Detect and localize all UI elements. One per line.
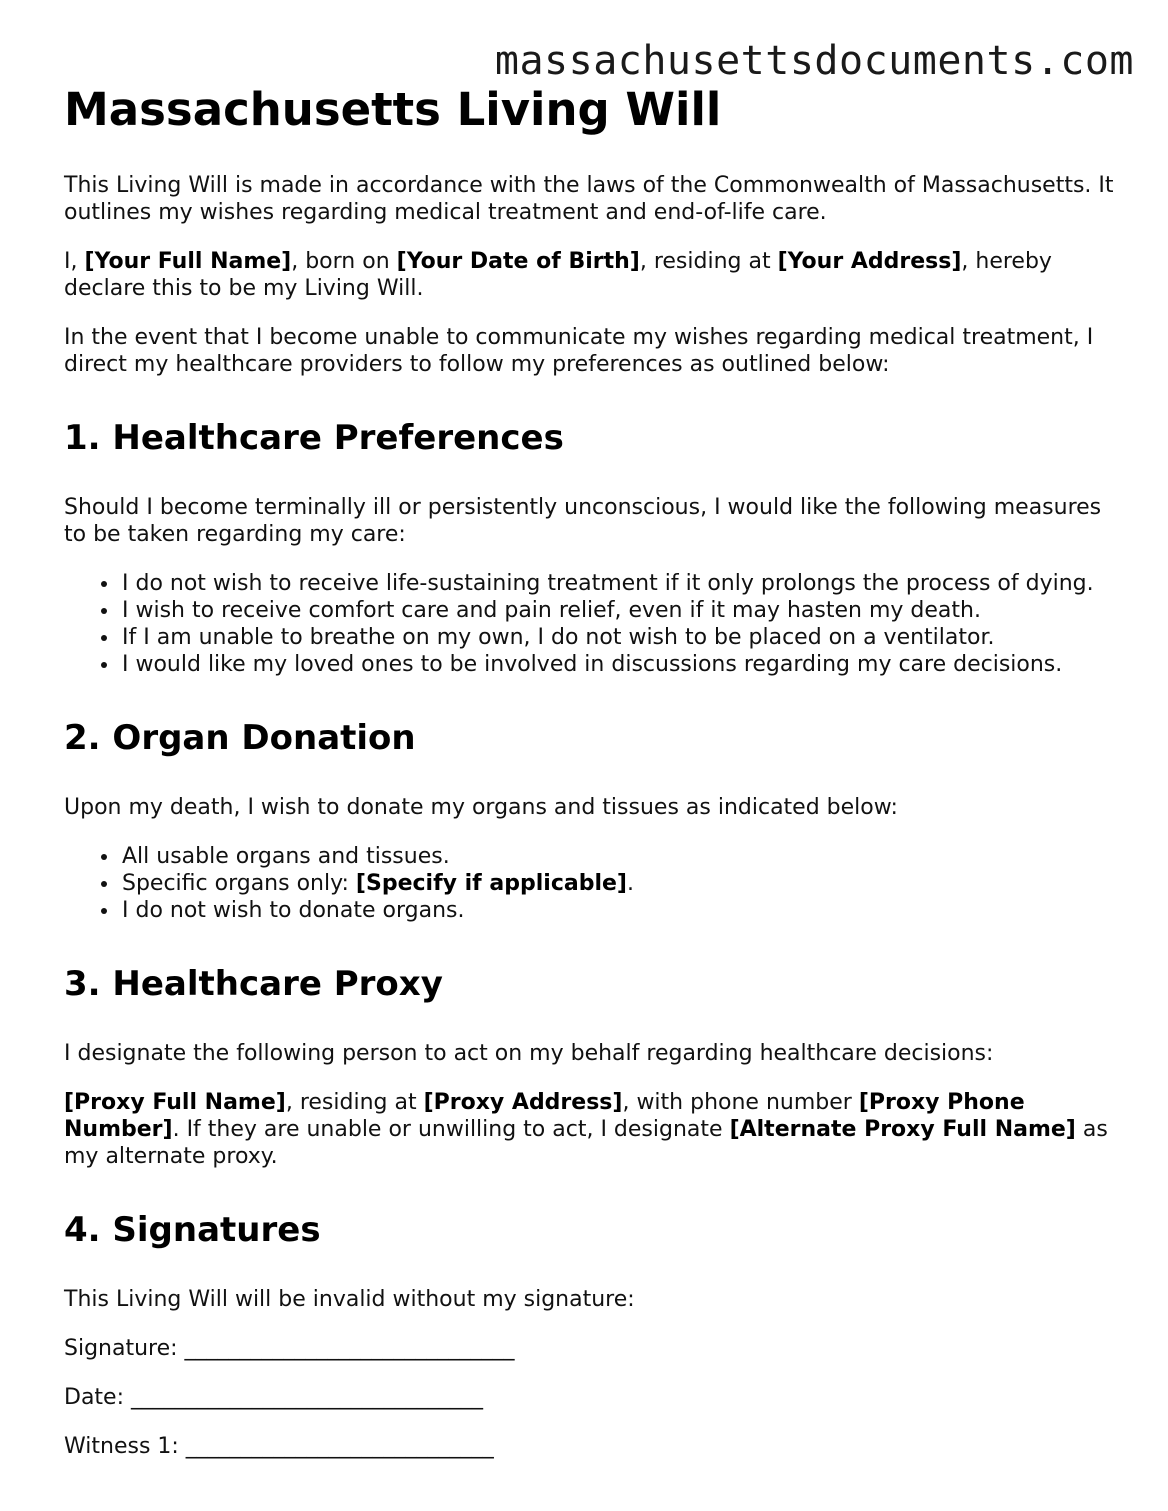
healthcare-proxy-intro: I designate the following person to act on my behalf regarding healthcare decisions: <box>64 1041 994 1066</box>
proxy-address-placeholder: [Proxy Address] <box>423 1090 623 1115</box>
intro-paragraph: This Living Will is made in accordance with the laws of the Commonwealth of Massachusetts. It outlines my wishes regarding medical treatment and end-of-life care. <box>64 173 1114 225</box>
proxy-phone-placeholder: [Proxy Phone Number] <box>64 1090 1025 1142</box>
page-title: Massachusetts Living Will <box>64 83 722 136</box>
event-paragraph: In the event that I become unable to communicate my wishes regarding medical treatment, I direct my healthcare providers to follow my preferences as outlined below: <box>64 325 1094 377</box>
date-line[interactable]: Date: ________________________________ <box>64 1385 483 1410</box>
section-heading-healthcare-proxy: 3. Healthcare Proxy <box>64 964 443 1004</box>
list-item: I do not wish to receive life-sustaining treatment if it only prolongs the process of dying. <box>122 570 1114 597</box>
section-heading-organ-donation: 2. Organ Donation <box>64 718 416 758</box>
list-item: I do not wish to donate organs. <box>122 897 1114 924</box>
list-item: If I am unable to breathe on my own, I do not wish to be placed on a ventilator. <box>122 624 1114 651</box>
organ-donation-list <box>64 843 1114 924</box>
witness-1-line[interactable]: Witness 1: ____________________________ <box>64 1434 494 1459</box>
list-item: Specific organs only: [Specify if applicable]. <box>122 870 1114 897</box>
list-item: All usable organs and tissues. <box>122 843 1114 870</box>
section-heading-healthcare-preferences: 1. Healthcare Preferences <box>64 418 564 458</box>
section-heading-signatures: 4. Signatures <box>64 1210 321 1250</box>
full-name-placeholder: [Your Full Name] <box>84 249 292 274</box>
organ-donation-intro: Upon my death, I wish to donate my organs and tissues as indicated below: <box>64 795 898 820</box>
declaration-paragraph: I, [Your Full Name], born on [Your Date of Birth], residing at [Your Address], hereby declare this to be my Living Will. <box>64 249 1052 301</box>
watermark: massachusettsdocuments.com <box>494 38 1134 84</box>
healthcare-preferences-list <box>64 570 1114 678</box>
signature-line[interactable]: Signature: ______________________________ <box>64 1336 515 1361</box>
alternate-proxy-placeholder: [Alternate Proxy Full Name] <box>729 1117 1076 1142</box>
list-item: I wish to receive comfort care and pain relief, even if it may hasten my death. <box>122 597 1114 624</box>
date-of-birth-placeholder: [Your Date of Birth] <box>396 249 640 274</box>
document-page <box>64 82 1114 1482</box>
address-placeholder: [Your Address] <box>777 249 962 274</box>
specify-organs-placeholder: [Specify if applicable] <box>355 871 627 896</box>
proxy-name-placeholder: [Proxy Full Name] <box>64 1090 286 1115</box>
healthcare-preferences-intro: Should I become terminally ill or persistently unconscious, I would like the following measures to be taken regarding my care: <box>64 495 1102 547</box>
list-item: I would like my loved ones to be involved in discussions regarding my care decisions. <box>122 651 1114 678</box>
signatures-intro: This Living Will will be invalid without my signature: <box>64 1287 635 1312</box>
proxy-details-paragraph: [Proxy Full Name], residing at [Proxy Address], with phone number [Proxy Phone Number]. If they are unable or unwilling to act, I designate [Alternate Proxy Full Name] as my alternate proxy. <box>64 1090 1108 1169</box>
